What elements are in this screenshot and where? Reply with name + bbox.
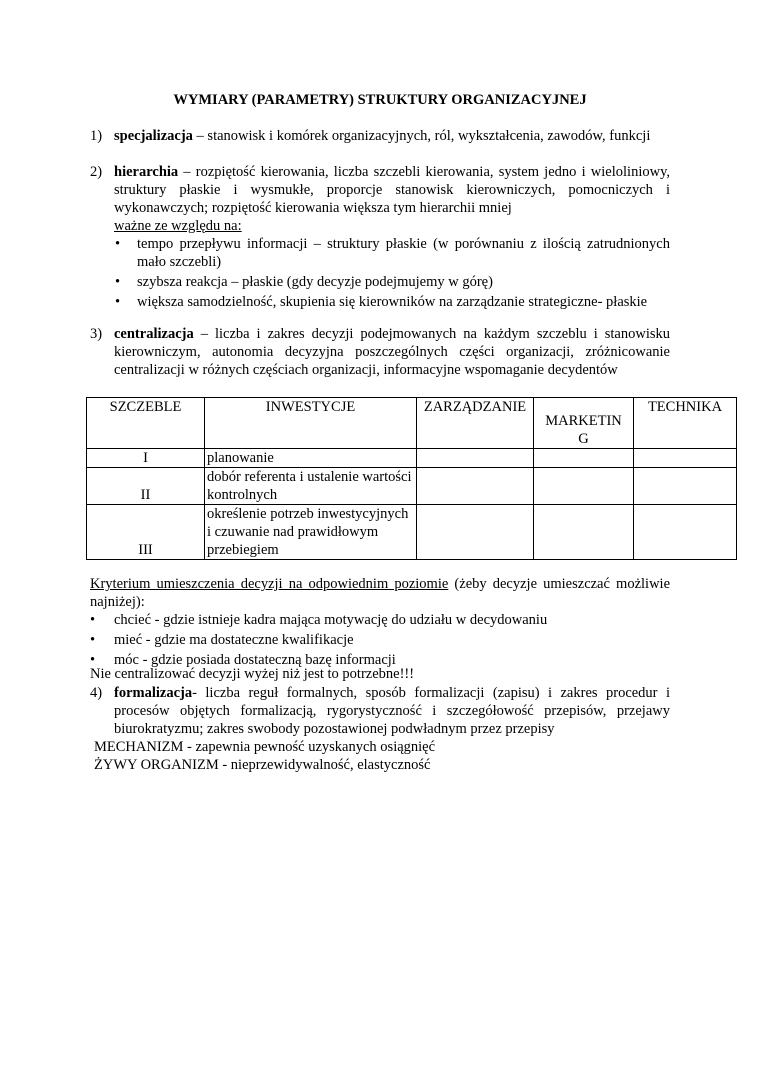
header-cell: SZCZEBLE (87, 398, 205, 449)
list-item (88, 631, 670, 649)
list-item (113, 273, 670, 291)
hierarchy-bullet-list (113, 235, 670, 313)
table-cell (417, 468, 534, 505)
list-item (113, 293, 670, 311)
bullet-text: móc - gdzie posiada dostateczną bazę informacji (114, 652, 396, 668)
table-cell-investment: planowanie (205, 449, 417, 468)
table-cell-level: I (87, 449, 205, 468)
bullet-icon: • (115, 274, 121, 290)
table-row (87, 468, 737, 505)
header-cell: ZARZĄDZANIE (417, 398, 534, 449)
closing-line-organizm: ŻYWY ORGANIZM - nieprzewidywalność, elastyczność (94, 757, 431, 773)
list-item (88, 611, 670, 629)
bullet-text: większa samodzielność, skupienia się kierowników na zarządzanie strategiczne- płaskie (137, 294, 648, 310)
item-text: - liczba reguł formalnych, sposób formalizacji (zapisu) i zakres procedur i procesów objętych formalizacją, rygorystyczność i szczegółowość przepisów, przejawy biurokratyzmu; zakres swobody pozostawionej podwładnym przez przepisy (114, 685, 670, 737)
table-cell (534, 505, 634, 560)
centralization-note: Nie centralizować decyzji wyżej niż jest to potrzebne!!! (90, 666, 415, 682)
item-text: – liczba i zakres decyzji podejmowanych na każdym szczeblu i stanowisku kierowniczym, autonomia decyzyjna poszczególnych części organizacji, zróżnicowanie centralizacji w różnych częściach organizacji, informacyjne wspomaganie decydentów (114, 326, 670, 378)
table-cell-level: II (87, 468, 205, 505)
criterion-bullet-list (88, 611, 670, 671)
list-item-formalizacja (90, 684, 670, 738)
bullet-text: mieć - gdzie ma dostateczne kwalifikacje (114, 632, 354, 648)
table-cell-investment: określenie potrzeb inwestycyjnych i czuwanie nad prawidłowym przebiegiem (205, 505, 417, 560)
decision-level-table (86, 397, 737, 560)
bullet-icon: • (90, 612, 96, 628)
table-cell (417, 505, 534, 560)
table-header-row (87, 398, 737, 449)
closing-line-mechanizm: MECHANIZM - zapewnia pewność uzyskanych osiągnięć (94, 739, 436, 755)
list-item-hierarchia (90, 163, 670, 235)
page-title: WYMIARY (PARAMETRY) STRUKTURY ORGANIZACYJNEJ (173, 92, 587, 108)
table-row (87, 449, 737, 468)
bullet-text: chcieć - gdzie istnieje kadra mająca motywację do udziału w decydowaniu (114, 612, 548, 628)
list-item-specjalizacja (90, 127, 670, 145)
item-text: – rozpiętość kierowania, liczba szczebli kierowania, system jedno i wieloliniowy, struktury płaskie i wysmukłe, proporcje stanowisk kierowniczych, pomocniczych i wykonawczych; rozpiętość kierowania większa tym hierarchii mniej (114, 164, 670, 216)
table-cell-investment: dobór referenta i ustalenie wartości kontrolnych (205, 468, 417, 505)
item-body (114, 325, 670, 379)
item-term: hierarchia (114, 164, 179, 180)
item-number: 3) (90, 326, 103, 342)
bullet-text: tempo przepływu informacji – struktury płaskie (w porównaniu z ilością zatrudnionych mało szczebli) (137, 236, 670, 270)
item-term: specjalizacja (114, 128, 193, 144)
criterion-text: (żeby decyzje umieszczać możliwie najniżej): (90, 576, 671, 610)
item-term: centralizacja (114, 326, 194, 342)
criterion-paragraph (90, 575, 670, 611)
table-cell (417, 449, 534, 468)
header-cell: MARKETIN G (534, 398, 634, 449)
header-cell: INWESTYCJE (205, 398, 417, 449)
item-number: 2) (90, 164, 103, 180)
table-cell (634, 468, 737, 505)
bullet-icon: • (115, 236, 121, 252)
bullet-icon: • (115, 294, 121, 310)
table-cell (634, 449, 737, 468)
item-body (114, 163, 670, 235)
table-cell (534, 449, 634, 468)
header-cell: TECHNIKA (634, 398, 737, 449)
list-item-centralizacja (90, 325, 670, 379)
item-term: formalizacja (114, 685, 193, 701)
bullet-text: szybsza reakcja – płaskie (gdy decyzje podejmujemy w górę) (137, 274, 493, 290)
bullet-icon: • (90, 632, 96, 648)
table-row (87, 505, 737, 560)
list-item (113, 235, 670, 271)
criterion-heading: Kryterium umieszczenia decyzji na odpowiednim poziomie (90, 576, 449, 592)
item-body (114, 127, 670, 145)
item-body (114, 684, 670, 738)
item-underlined-note: ważne ze względu na: (114, 218, 242, 234)
item-number: 4) (90, 685, 103, 701)
table-cell (634, 505, 737, 560)
item-text: – stanowisk i komórek organizacyjnych, ról, wykształcenia, zawodów, funkcji (192, 128, 651, 144)
item-number: 1) (90, 128, 103, 144)
table-cell (534, 468, 634, 505)
bullet-icon: • (90, 652, 96, 668)
table-cell-level: III (87, 505, 205, 560)
